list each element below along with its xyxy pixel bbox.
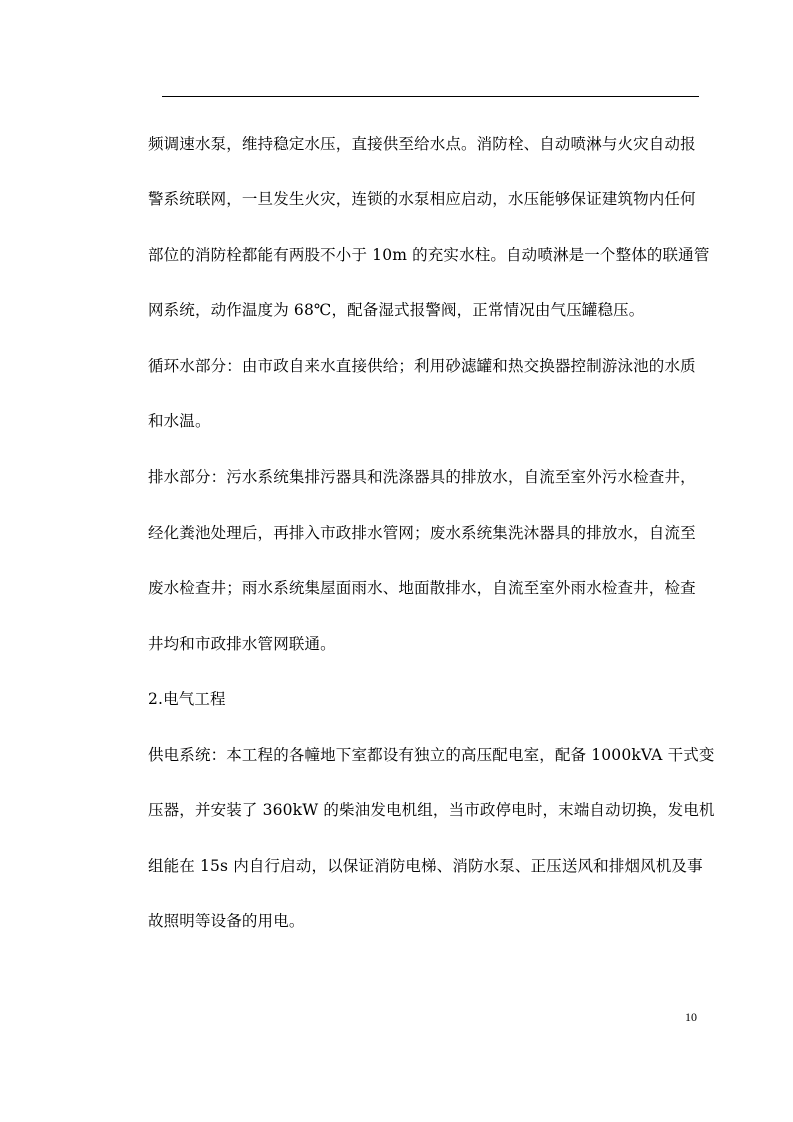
text-line: 供电系统：本工程的各幢地下室都设有独立的高压配电室，配备 1000kVA 干式变 [148,746,715,764]
page-number: 10 [685,1010,697,1024]
text-line: 经化粪池处理后，再排入市政排水管网；废水系统集洗沐器具的排放水，自流至 [148,524,696,542]
header-rule [162,96,699,97]
text-line: 压器，并安装了 360kW 的柴油发电机组，当市政停电时，末端自动切换，发电机 [148,801,715,819]
text-line: 故照明等设备的用电。 [148,912,305,930]
text-line: 循环水部分：由市政自来水直接供给；利用砂滤罐和热交换器控制游泳池的水质 [148,357,696,375]
text-line: 废水检查井；雨水系统集屋面雨水、地面散排水，自流至室外雨水检查井，检查 [148,579,696,597]
text-line: 警系统联网，一旦发生火灾，连锁的水泵相应启动，水压能够保证建筑物内任何 [148,190,696,208]
text-line: 和水温。 [148,412,211,430]
text-line: 井均和市政排水管网联通。 [148,635,336,653]
section-heading: 2.电气工程 [148,690,226,708]
text-line: 频调速水泵，维持稳定水压，直接供至给水点。消防栓、自动喷淋与火灾自动报 [148,135,696,153]
text-line: 部位的消防栓都能有两股不小于 10m 的充实水柱。自动喷淋是一个整体的联通管 [148,246,710,264]
text-line: 排水部分：污水系统集排污器具和洗涤器具的排放水，自流至室外污水检查井， [148,468,696,486]
text-line: 组能在 15s 内自行启动，以保证消防电梯、消防水泵、正压送风和排烟风机及事 [148,857,703,875]
text-line: 网系统，动作温度为 68℃，配备湿式报警阀，正常情况由气压罐稳压。 [148,301,645,319]
